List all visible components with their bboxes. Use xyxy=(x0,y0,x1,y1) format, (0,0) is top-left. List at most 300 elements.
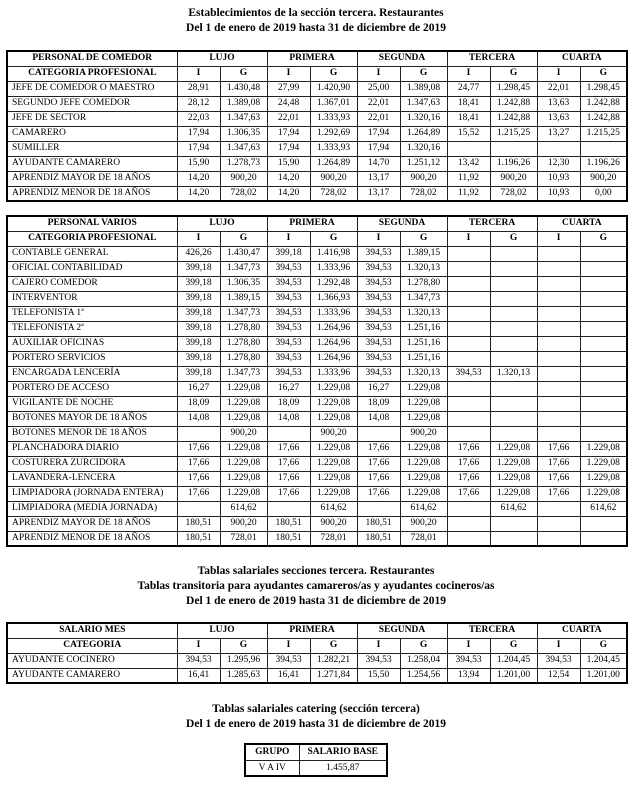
value-cell xyxy=(447,246,490,261)
value-cell: 1.278,80 xyxy=(220,336,267,351)
value-cell: 17,66 xyxy=(267,441,310,456)
row-label: APRENDIZ MAYOR DE 18 AÑOS xyxy=(7,171,177,186)
value-cell: 1.347,73 xyxy=(220,306,267,321)
value-cell: 1.389,08 xyxy=(220,96,267,111)
value-cell xyxy=(537,336,580,351)
value-cell: 394,53 xyxy=(267,366,310,381)
catering-table xyxy=(244,743,388,777)
row-label: TELEFONISTA 2ª xyxy=(7,321,177,336)
row-label: AYUDANTE CAMARERO xyxy=(7,156,177,171)
value-cell: 1.320,16 xyxy=(400,111,447,126)
subcol-header-primera-i: I xyxy=(267,231,310,246)
value-cell xyxy=(357,501,400,516)
value-cell: 394,53 xyxy=(447,366,490,381)
value-cell: 394,53 xyxy=(357,351,400,366)
value-cell: 16,27 xyxy=(267,381,310,396)
value-cell xyxy=(580,531,627,546)
value-cell xyxy=(267,426,310,441)
value-cell xyxy=(580,321,627,336)
value-cell: 1.347,73 xyxy=(400,291,447,306)
row-label: LIMPIADORA (JORNADA ENTERA) xyxy=(7,486,177,501)
value-cell xyxy=(580,516,627,531)
value-cell: 180,51 xyxy=(357,531,400,546)
table-row xyxy=(7,653,627,668)
value-cell: 1.366,93 xyxy=(310,291,357,306)
table-row xyxy=(7,456,627,471)
value-cell: 1.389,15 xyxy=(220,291,267,306)
value-cell: 1.242,88 xyxy=(580,96,627,111)
group-header-segunda: SEGUNDA xyxy=(357,623,447,638)
value-cell: 15,90 xyxy=(267,156,310,171)
value-cell: 1.347,73 xyxy=(220,261,267,276)
value-cell: 15,52 xyxy=(447,126,490,141)
value-cell: 1.278,73 xyxy=(220,156,267,171)
catering-header-row xyxy=(245,744,387,760)
catering-header-salario-base: SALARIO BASE xyxy=(299,744,387,760)
value-cell xyxy=(580,336,627,351)
table-row xyxy=(7,426,627,441)
value-cell: 394,53 xyxy=(357,336,400,351)
value-cell: 1.416,98 xyxy=(310,246,357,261)
value-cell: 394,53 xyxy=(267,336,310,351)
value-cell: 1.251,16 xyxy=(400,336,447,351)
group-header-lujo: LUJO xyxy=(177,51,267,66)
row-label: TELEFONISTA 1ª xyxy=(7,306,177,321)
value-cell: 1.229,08 xyxy=(310,486,357,501)
subcol-header-row xyxy=(7,231,627,246)
group-header-cuarta: CUARTA xyxy=(537,623,627,638)
value-cell: 1.295,96 xyxy=(220,653,267,668)
table-salario-mes xyxy=(6,622,626,684)
value-cell: 180,51 xyxy=(177,516,220,531)
catering-salario-base-value: 1.455,87 xyxy=(299,760,387,776)
value-cell: 14,20 xyxy=(267,186,310,201)
value-cell: 1.367,01 xyxy=(310,96,357,111)
value-cell: 1.264,96 xyxy=(310,321,357,336)
salary-table-personal-varios xyxy=(6,215,628,547)
value-cell: 1.229,08 xyxy=(490,486,537,501)
subcol-header-segunda-i: I xyxy=(357,638,400,653)
value-cell xyxy=(490,291,537,306)
value-cell: 18,09 xyxy=(267,396,310,411)
value-cell: 1.254,56 xyxy=(400,668,447,683)
value-cell: 22,03 xyxy=(177,111,220,126)
subcol-header-primera-g: G xyxy=(310,66,357,81)
value-cell xyxy=(447,411,490,426)
value-cell: 17,66 xyxy=(537,486,580,501)
value-cell: 1.320,13 xyxy=(400,261,447,276)
value-cell: 12,30 xyxy=(537,156,580,171)
table-row xyxy=(7,321,627,336)
value-cell xyxy=(580,276,627,291)
value-cell: 1.292,69 xyxy=(310,126,357,141)
table-row xyxy=(7,171,627,186)
value-cell: 17,66 xyxy=(267,471,310,486)
value-cell: 13,17 xyxy=(357,171,400,186)
value-cell xyxy=(537,426,580,441)
value-cell: 394,53 xyxy=(357,246,400,261)
value-cell: 1.333,96 xyxy=(310,306,357,321)
value-cell: 12,54 xyxy=(537,668,580,683)
value-cell xyxy=(537,306,580,321)
subcol-header-cuarta-g: G xyxy=(580,66,627,81)
group-header-segunda: SEGUNDA xyxy=(357,216,447,231)
value-cell: 399,18 xyxy=(177,336,220,351)
value-cell: 1.347,63 xyxy=(220,141,267,156)
table-row xyxy=(7,291,627,306)
value-cell: 1.215,25 xyxy=(490,126,537,141)
group-header-lujo: LUJO xyxy=(177,623,267,638)
row-label: APRENDIZ MENOR DE 18 AÑOS xyxy=(7,186,177,201)
value-cell: 900,20 xyxy=(400,426,447,441)
value-cell: 394,53 xyxy=(267,653,310,668)
catering-date-range: Del 1 de enero de 2019 hasta 31 de diciembre de 2019 xyxy=(186,718,446,730)
value-cell: 11,92 xyxy=(447,171,490,186)
value-cell: 17,94 xyxy=(357,126,400,141)
value-cell: 1.229,08 xyxy=(220,411,267,426)
value-cell xyxy=(580,366,627,381)
value-cell xyxy=(447,336,490,351)
value-cell xyxy=(580,396,627,411)
value-cell xyxy=(447,351,490,366)
subcol-header-segunda-i: I xyxy=(357,66,400,81)
subcol-header-cuarta-g: G xyxy=(580,638,627,653)
mid-heading xyxy=(6,564,626,609)
value-cell: 1.430,48 xyxy=(220,81,267,96)
subcol-header-tercera-i: I xyxy=(447,638,490,653)
subcol-header-segunda-g: G xyxy=(400,638,447,653)
value-cell xyxy=(580,351,627,366)
value-cell: 22,01 xyxy=(357,96,400,111)
table-row xyxy=(7,306,627,321)
subcol-header-segunda-g: G xyxy=(400,66,447,81)
value-cell xyxy=(580,291,627,306)
row-label: JEFE DE COMEDOR O MAESTRO xyxy=(7,81,177,96)
value-cell: 394,53 xyxy=(357,276,400,291)
catering-data-row xyxy=(245,760,387,776)
subcol-header-tercera-i: I xyxy=(447,66,490,81)
value-cell: 1.229,08 xyxy=(220,381,267,396)
value-cell: 728,02 xyxy=(490,186,537,201)
value-cell: 17,66 xyxy=(177,486,220,501)
value-cell: 17,66 xyxy=(177,471,220,486)
group-header-segunda: SEGUNDA xyxy=(357,51,447,66)
value-cell xyxy=(447,516,490,531)
row-label: OFICIAL CONTABILIDAD xyxy=(7,261,177,276)
value-cell: 1.229,08 xyxy=(310,471,357,486)
value-cell xyxy=(490,426,537,441)
value-cell: 394,53 xyxy=(267,351,310,366)
value-cell: 16,41 xyxy=(267,668,310,683)
value-cell: 1.282,21 xyxy=(310,653,357,668)
value-cell: 1.229,08 xyxy=(400,456,447,471)
value-cell xyxy=(580,141,627,156)
value-cell: 1.229,08 xyxy=(490,441,537,456)
value-cell: 1.278,80 xyxy=(400,276,447,291)
value-cell xyxy=(447,396,490,411)
value-cell: 399,18 xyxy=(177,306,220,321)
value-cell xyxy=(447,306,490,321)
doc-date-range: Del 1 de enero de 2019 hasta 31 de diciembre de 2019 xyxy=(186,22,446,34)
row-label: BOTONES MAYOR DE 18 AÑOS xyxy=(7,411,177,426)
value-cell xyxy=(177,501,220,516)
value-cell: 1.229,08 xyxy=(220,396,267,411)
value-cell: 1.258,04 xyxy=(400,653,447,668)
subcol-header-cuarta-i: I xyxy=(537,66,580,81)
row-label: SUMILLER xyxy=(7,141,177,156)
doc-title: Establecimientos de la sección tercera. Restaurantes xyxy=(188,7,444,19)
value-cell xyxy=(580,246,627,261)
value-cell: 1.347,63 xyxy=(220,111,267,126)
value-cell: 728,01 xyxy=(310,531,357,546)
value-cell xyxy=(267,501,310,516)
value-cell: 180,51 xyxy=(177,531,220,546)
value-cell: 1.229,08 xyxy=(400,486,447,501)
subcol-header-tercera-g: G xyxy=(490,66,537,81)
value-cell: 1.333,96 xyxy=(310,261,357,276)
subcol-header-lujo-i: I xyxy=(177,66,220,81)
value-cell: 1.229,08 xyxy=(400,441,447,456)
table-personal-comedor xyxy=(6,50,626,202)
value-cell: 1.196,26 xyxy=(490,156,537,171)
value-cell: 24,48 xyxy=(267,96,310,111)
value-cell: 1.389,08 xyxy=(400,81,447,96)
value-cell xyxy=(447,426,490,441)
group-header-primera: PRIMERA xyxy=(267,216,357,231)
subcol-header-row xyxy=(7,66,627,81)
table-row xyxy=(7,111,627,126)
table-title-cell: PERSONAL DE COMEDOR xyxy=(7,51,177,66)
mid-date-range: Del 1 de enero de 2019 hasta 31 de diciembre de 2019 xyxy=(186,595,446,607)
value-cell: 22,01 xyxy=(357,111,400,126)
value-cell: 399,18 xyxy=(177,261,220,276)
value-cell xyxy=(357,426,400,441)
value-cell: 1.347,73 xyxy=(220,366,267,381)
value-cell: 13,42 xyxy=(447,156,490,171)
value-cell: 1.204,45 xyxy=(580,653,627,668)
value-cell: 1.229,08 xyxy=(580,471,627,486)
value-cell: 1.306,35 xyxy=(220,126,267,141)
value-cell: 18,09 xyxy=(357,396,400,411)
value-cell xyxy=(580,306,627,321)
value-cell: 17,66 xyxy=(447,456,490,471)
value-cell: 1.306,35 xyxy=(220,276,267,291)
value-cell: 1.229,08 xyxy=(580,456,627,471)
row-label: SEGUNDO JEFE COMEDOR xyxy=(7,96,177,111)
value-cell: 399,18 xyxy=(177,366,220,381)
value-cell: 14,70 xyxy=(357,156,400,171)
row-label: LAVANDERA-LENCERA xyxy=(7,471,177,486)
subcol-header-cuarta-i: I xyxy=(537,638,580,653)
value-cell: 16,27 xyxy=(357,381,400,396)
value-cell: 1.347,63 xyxy=(400,96,447,111)
row-label: VIGILANTE DE NOCHE xyxy=(7,396,177,411)
value-cell xyxy=(490,396,537,411)
value-cell: 394,53 xyxy=(357,321,400,336)
group-header-tercera: TERCERA xyxy=(447,51,537,66)
value-cell: 17,66 xyxy=(447,441,490,456)
value-cell: 1.333,93 xyxy=(310,111,357,126)
value-cell: 1.196,26 xyxy=(580,156,627,171)
table-row xyxy=(7,531,627,546)
value-cell: 17,94 xyxy=(177,141,220,156)
row-label: AYUDANTE COCINERO xyxy=(7,653,177,668)
table-row xyxy=(7,276,627,291)
group-header-primera: PRIMERA xyxy=(267,623,357,638)
value-cell: 394,53 xyxy=(267,291,310,306)
row-label: PLANCHADORA DIARIO xyxy=(7,441,177,456)
value-cell: 1.201,00 xyxy=(580,668,627,683)
table-row xyxy=(7,246,627,261)
value-cell: 1.229,08 xyxy=(220,471,267,486)
value-cell xyxy=(490,321,537,336)
value-cell xyxy=(537,381,580,396)
value-cell: 14,20 xyxy=(177,186,220,201)
value-cell xyxy=(537,516,580,531)
value-cell: 25,00 xyxy=(357,81,400,96)
value-cell: 17,66 xyxy=(447,486,490,501)
subcol-header-cuarta-i: I xyxy=(537,231,580,246)
value-cell: 399,18 xyxy=(177,321,220,336)
value-cell: 1.242,88 xyxy=(490,111,537,126)
value-cell: 394,53 xyxy=(357,653,400,668)
group-header-row xyxy=(7,216,627,231)
value-cell: 900,20 xyxy=(400,171,447,186)
value-cell: 13,17 xyxy=(357,186,400,201)
row-label: LIMPIADORA (MEDIA JORNADA) xyxy=(7,501,177,516)
category-header-cell: CATEGORIA xyxy=(7,638,177,653)
group-header-row xyxy=(7,623,627,638)
group-header-lujo: LUJO xyxy=(177,216,267,231)
value-cell: 1.229,08 xyxy=(490,456,537,471)
value-cell: 1.201,00 xyxy=(490,668,537,683)
value-cell: 728,02 xyxy=(220,186,267,201)
value-cell: 1.229,08 xyxy=(580,441,627,456)
value-cell: 394,53 xyxy=(267,276,310,291)
subcol-header-tercera-g: G xyxy=(490,231,537,246)
value-cell: 394,53 xyxy=(357,306,400,321)
subcol-header-cuarta-g: G xyxy=(580,231,627,246)
value-cell: 399,18 xyxy=(177,291,220,306)
value-cell: 394,53 xyxy=(537,653,580,668)
value-cell: 1.389,15 xyxy=(400,246,447,261)
value-cell: 17,66 xyxy=(537,471,580,486)
value-cell: 15,90 xyxy=(177,156,220,171)
group-header-tercera: TERCERA xyxy=(447,623,537,638)
value-cell: 394,53 xyxy=(177,653,220,668)
value-cell xyxy=(537,246,580,261)
row-label: INTERVENTOR xyxy=(7,291,177,306)
row-label: PORTERO DE ACCESO xyxy=(7,381,177,396)
value-cell: 1.430,47 xyxy=(220,246,267,261)
value-cell: 1.320,13 xyxy=(400,366,447,381)
value-cell xyxy=(537,501,580,516)
value-cell: 1.229,08 xyxy=(400,471,447,486)
value-cell xyxy=(447,531,490,546)
value-cell: 1.320,16 xyxy=(400,141,447,156)
value-cell: 1.264,96 xyxy=(310,336,357,351)
value-cell: 728,02 xyxy=(400,186,447,201)
table-row xyxy=(7,336,627,351)
value-cell: 1.285,63 xyxy=(220,668,267,683)
table-row xyxy=(7,396,627,411)
subcol-header-segunda-g: G xyxy=(400,231,447,246)
value-cell: 1.229,08 xyxy=(490,471,537,486)
value-cell: 16,41 xyxy=(177,668,220,683)
value-cell xyxy=(537,261,580,276)
value-cell xyxy=(177,426,220,441)
table-row xyxy=(7,441,627,456)
value-cell: 1.264,89 xyxy=(310,156,357,171)
value-cell: 0,00 xyxy=(580,186,627,201)
catering-title: Tablas salariales catering (sección tercera) xyxy=(212,703,420,715)
row-label: AYUDANTE CAMARERO xyxy=(7,668,177,683)
value-cell: 728,02 xyxy=(310,186,357,201)
value-cell: 1.292,48 xyxy=(310,276,357,291)
value-cell: 17,66 xyxy=(357,441,400,456)
value-cell: 180,51 xyxy=(267,516,310,531)
value-cell: 614,62 xyxy=(310,501,357,516)
value-cell: 28,91 xyxy=(177,81,220,96)
value-cell xyxy=(490,351,537,366)
value-cell xyxy=(580,381,627,396)
value-cell: 17,66 xyxy=(357,456,400,471)
table-title-cell: SALARIO MES xyxy=(7,623,177,638)
subcol-header-lujo-i: I xyxy=(177,231,220,246)
value-cell xyxy=(490,411,537,426)
table-row xyxy=(7,96,627,111)
value-cell: 17,94 xyxy=(177,126,220,141)
group-header-tercera: TERCERA xyxy=(447,216,537,231)
value-cell: 1.278,80 xyxy=(220,321,267,336)
group-header-cuarta: CUARTA xyxy=(537,216,627,231)
value-cell: 13,63 xyxy=(537,96,580,111)
value-cell: 180,51 xyxy=(357,516,400,531)
value-cell: 900,20 xyxy=(580,171,627,186)
value-cell: 1.229,08 xyxy=(310,441,357,456)
value-cell: 22,01 xyxy=(267,111,310,126)
table-row xyxy=(7,381,627,396)
value-cell: 426,26 xyxy=(177,246,220,261)
value-cell: 11,92 xyxy=(447,186,490,201)
value-cell xyxy=(580,261,627,276)
value-cell: 13,63 xyxy=(537,111,580,126)
value-cell: 900,20 xyxy=(490,171,537,186)
catering-header-grupo: GRUPO xyxy=(245,744,299,760)
table-row xyxy=(7,501,627,516)
top-heading xyxy=(6,6,626,36)
value-cell: 17,66 xyxy=(267,456,310,471)
row-label: APRENDIZ MENOR DE 18 AÑOS xyxy=(7,531,177,546)
row-label: CAJERO COMEDOR xyxy=(7,276,177,291)
value-cell: 17,66 xyxy=(447,471,490,486)
value-cell: 1.251,16 xyxy=(400,321,447,336)
value-cell: 394,53 xyxy=(357,291,400,306)
row-label: PORTERO SERVICIOS xyxy=(7,351,177,366)
value-cell: 17,66 xyxy=(267,486,310,501)
row-label: BOTONES MENOR DE 18 AÑOS xyxy=(7,426,177,441)
table-row xyxy=(7,471,627,486)
value-cell: 13,94 xyxy=(447,668,490,683)
table-personal-varios xyxy=(6,215,626,547)
value-cell xyxy=(490,381,537,396)
value-cell: 1.229,08 xyxy=(310,456,357,471)
table-title-cell: PERSONAL VARIOS xyxy=(7,216,177,231)
value-cell: 394,53 xyxy=(447,653,490,668)
table-row xyxy=(7,156,627,171)
value-cell xyxy=(537,321,580,336)
bottom-heading xyxy=(6,702,626,732)
